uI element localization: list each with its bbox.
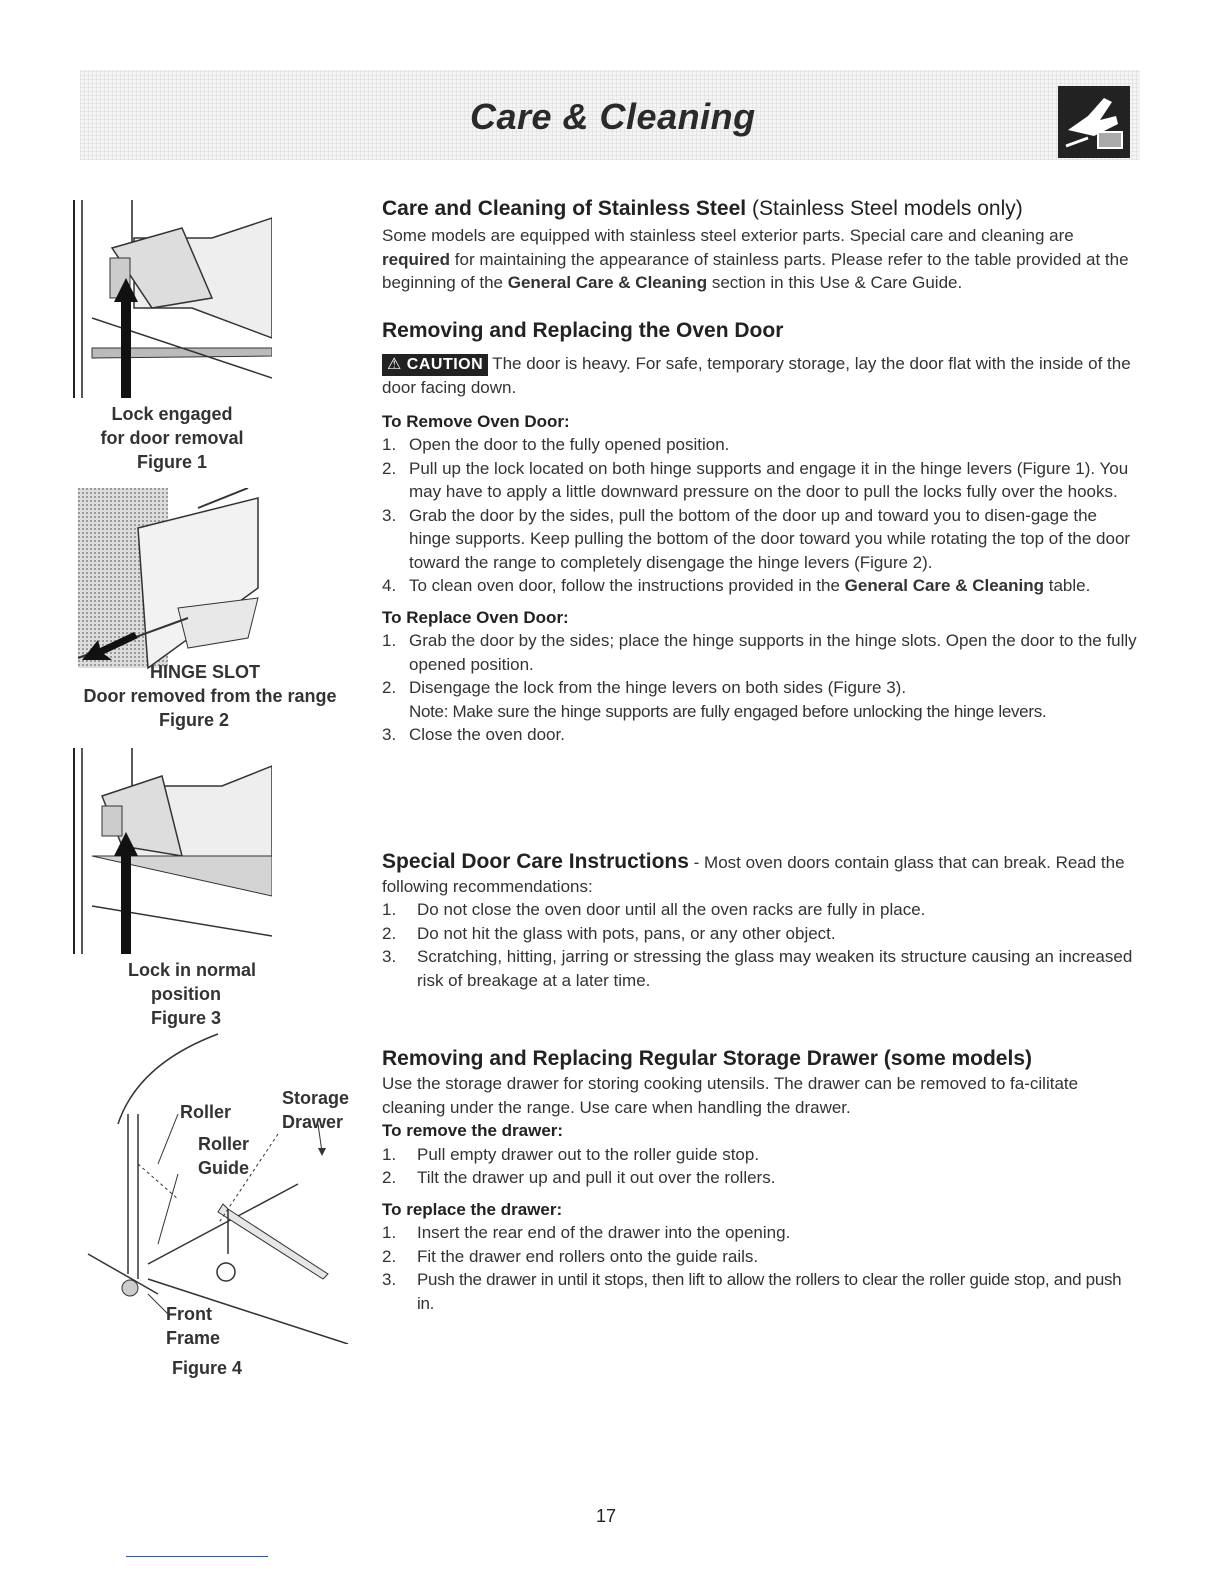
- step-number: 2.: [382, 1246, 397, 1266]
- figure-1-lock-engaged-illustration: [72, 198, 272, 400]
- step-number: 1.: [382, 1144, 397, 1164]
- oven-door-heading: Removing and Replacing the Oven Door: [382, 319, 784, 342]
- step-text: Grab the door by the sides; place the hinge supports in the hinge slots. Open the door to the fully opened position.: [409, 631, 1137, 674]
- replace-step: [382, 629, 1142, 676]
- step-number: 3.: [382, 725, 397, 744]
- page-title: Care & Cleaning: [470, 96, 756, 137]
- figure-2-line-1: Door removed from the range: [83, 686, 337, 706]
- step-number: 1.: [382, 435, 397, 454]
- stainless-heading: [382, 196, 1142, 222]
- figure-1-label: Figure 1: [136, 452, 207, 472]
- drawer-intro: Use the storage drawer for storing cooking utensils. The drawer can be removed to fa-cilitate cleaning under the range. Use care when handling the drawer.: [382, 1074, 1079, 1117]
- drawer-replace-step: [382, 1221, 1142, 1245]
- drawer-heading: Removing and Replacing Regular Storage Drawer (some models): [382, 1047, 1032, 1070]
- step-number: 3.: [382, 505, 397, 525]
- special-step: [382, 945, 1142, 992]
- special-care-steps: [382, 898, 1142, 992]
- stainless-paragraph: [382, 224, 1142, 295]
- figure-3-line-1: Lock in normal: [127, 960, 257, 980]
- replace-door-steps: [382, 629, 1142, 747]
- step-text: Fit the drawer end rollers onto the guide rails.: [417, 1246, 759, 1266]
- caution-text: The door is heavy. For safe, temporary storage, lay the door flat with the inside of the door facing down.: [382, 354, 1131, 397]
- replace-drawer-heading: To replace the drawer:: [382, 1199, 563, 1219]
- replace-door-heading: To Replace Oven Door:: [382, 607, 569, 627]
- special-care-paragraph: [382, 850, 1142, 898]
- step-text: Pull up the lock located on both hinge supports and engage it in the hinge levers (Figure 1). You may have to apply a little downward pressure on the door to pull the locks fully over the hooks.: [409, 458, 1129, 501]
- remove-step: [382, 433, 1142, 457]
- front-label: Front: [166, 1304, 212, 1324]
- step-text-end: table.: [1048, 576, 1091, 595]
- special-care-heading: Special Door Care Instructions: [382, 850, 689, 873]
- figure-3-caption: [92, 958, 292, 1030]
- footer-rule: [126, 1556, 268, 1557]
- step-number: 1.: [382, 631, 397, 650]
- special-care-section: [382, 850, 1142, 992]
- figure-2-label: Figure 2: [158, 710, 229, 730]
- warning-triangle-icon: ⚠: [387, 356, 402, 373]
- step-text: Push the drawer in until it stops, then lift to allow the rollers to clear the roller guide stop, and push in.: [417, 1270, 1122, 1313]
- roller-guide-label-1: Roller: [198, 1134, 250, 1154]
- step-text: Scratching, hitting, jarring or stressing the glass may weaken its structure causing an increased risk of breakage at a later time.: [417, 947, 1133, 990]
- figure-2-caption: [60, 684, 360, 732]
- step-number: 1.: [382, 900, 397, 919]
- remove-door-steps: [382, 433, 1142, 598]
- remove-step: [382, 504, 1142, 575]
- replace-drawer-steps: [382, 1221, 1142, 1315]
- step-number: 2.: [382, 458, 397, 478]
- stainless-heading-text: Care and Cleaning of Stainless Steel: [382, 197, 747, 220]
- remove-step: [382, 457, 1142, 504]
- step-number: 4.: [382, 576, 397, 595]
- caution-paragraph: [382, 352, 1142, 400]
- figure-1-caption: [72, 402, 272, 474]
- replace-step: [382, 723, 1142, 747]
- step-number: 2.: [382, 923, 397, 943]
- stainless-text-3: section in this Use & Care Guide.: [711, 273, 963, 292]
- remove-drawer-steps: [382, 1143, 1142, 1190]
- stainless-required: required: [382, 249, 451, 269]
- remove-door-heading: To Remove Oven Door:: [382, 411, 570, 431]
- step-text: Tilt the drawer up and pull it out over the rollers.: [417, 1168, 776, 1187]
- drawer-remove-step: [382, 1143, 1142, 1167]
- drawer-remove-step: [382, 1166, 1142, 1190]
- stainless-text-2: for maintaining the appearance of stainless parts. Please refer to the table provided at the beginning of the: [382, 249, 1129, 292]
- figure-1-line-1: Lock engaged: [111, 404, 233, 424]
- special-care-intro: - Most oven doors contain glass that can break. Read the following recommendations:: [382, 853, 1125, 896]
- stainless-text-1: Some models are equipped with stainless steel exterior parts. Special care and cleaning are: [382, 226, 1074, 245]
- storage-label: Storage: [282, 1088, 350, 1108]
- cleaning-hand-icon: [1058, 86, 1130, 158]
- figure-4-storage-drawer-illustration: [78, 1024, 368, 1344]
- step-number: 3.: [382, 1270, 397, 1289]
- page-number: 17: [596, 1506, 617, 1526]
- stainless-section: [382, 196, 1142, 295]
- step-text: Close the oven door.: [409, 725, 565, 744]
- stainless-general-care: General Care & Cleaning: [507, 273, 708, 292]
- step-text: Insert the rear end of the drawer into the opening.: [417, 1223, 791, 1242]
- drawer-label: Drawer: [282, 1112, 344, 1132]
- stainless-heading-sub: (Stainless Steel models only): [751, 197, 1023, 220]
- figure-3-line-2: position: [151, 984, 221, 1004]
- roller-guide-label-2: Guide: [198, 1158, 250, 1178]
- step-text: Do not hit the glass with pots, pans, or any other object.: [417, 923, 836, 943]
- step-text: Do not close the oven door until all the oven racks are fully in place.: [417, 900, 926, 919]
- oven-door-section: [382, 318, 1142, 747]
- caution-badge: [382, 354, 488, 376]
- drawer-replace-step: [382, 1245, 1142, 1269]
- step-text: To clean oven door, follow the instructions provided in the: [409, 576, 840, 595]
- figure-3-label: Figure 3: [150, 1008, 221, 1028]
- step-number: 1.: [382, 1223, 397, 1242]
- step-text: Disengage the lock from the hinge levers on both sides (Figure 3).: [409, 678, 907, 697]
- drawer-replace-step: [382, 1268, 1142, 1315]
- caution-label: CAUTION: [406, 356, 484, 373]
- drawer-section: [382, 1046, 1142, 1315]
- step-text: Grab the door by the sides, pull the bottom of the door up and toward you to disen-gage the hinge supports. Keep pulling the bottom of the door toward you while rotating the top of the door toward the range to completely disengage the hinge levers (Figure 2).: [409, 505, 1131, 572]
- step-text: Open the door to the fully opened position.: [409, 435, 730, 454]
- special-step: [382, 898, 1142, 922]
- remove-step: [382, 574, 1142, 598]
- step-text: Pull empty drawer out to the roller guide stop.: [417, 1144, 760, 1164]
- step-number: 2.: [382, 678, 397, 697]
- note-text: Note: Make sure the hinge supports are fully engaged before unlocking the hinge levers.: [409, 701, 1047, 721]
- step-number: 2.: [382, 1168, 397, 1187]
- figure-3-lock-normal-illustration: [72, 746, 272, 956]
- general-care-cleaning-ref: General Care & Cleaning: [844, 576, 1045, 595]
- step-number: 3.: [382, 947, 397, 966]
- frame-label: Frame: [166, 1328, 221, 1348]
- figure-2-door-removed-illustration: [78, 488, 268, 684]
- special-step: [382, 922, 1142, 946]
- figure-1-line-2: for door removal: [100, 428, 244, 448]
- remove-drawer-heading: To remove the drawer:: [382, 1121, 564, 1140]
- replace-step: [382, 676, 1142, 723]
- roller-label: Roller: [180, 1102, 232, 1122]
- hinge-slot-label: HINGE SLOT: [150, 662, 261, 682]
- figure-4-label: Figure 4: [172, 1358, 243, 1378]
